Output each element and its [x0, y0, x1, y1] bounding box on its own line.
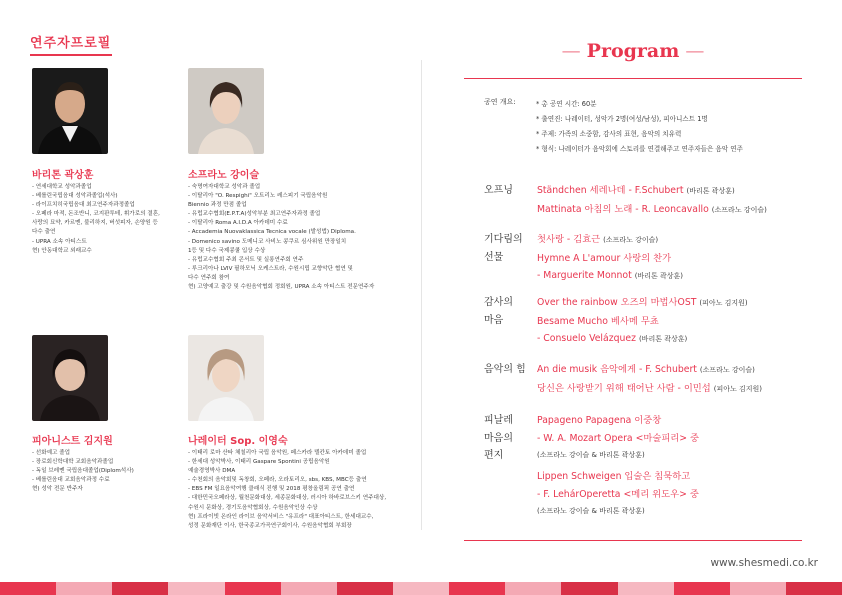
piece-title: Papageno Papagena 이중창	[537, 415, 662, 426]
piece-item	[537, 412, 699, 430]
piece-title: 첫사랑 - 김효근	[537, 234, 601, 245]
piece-performers: (소프라노 강이슬 & 바리톤 곽상훈)	[537, 507, 645, 515]
profile-bio	[32, 183, 160, 256]
section-label-waiting	[484, 231, 523, 266]
profile-name: 바리톤 곽상훈	[32, 170, 94, 181]
piece-item	[537, 380, 762, 399]
section-label-line: 선물	[484, 251, 504, 263]
footer-segment	[674, 582, 730, 595]
bio-line: - 라이프치히국립음대 최고연주자과정졸업	[32, 202, 135, 209]
overview-line: * 총 공연 시간: 60분	[536, 100, 597, 108]
overview-label: 공연 개요:	[484, 98, 516, 106]
title-dash-left: —	[561, 40, 587, 62]
bio-line: - 숙명여자대학교 성악과 졸업	[188, 184, 261, 190]
piece-title: An die musik 음악에게 - F. Schubert	[537, 364, 697, 375]
section-items-finale-2	[537, 468, 699, 521]
bio-line: - 대한민국오페라상, 월천문화대상, 세종문화대상, 러시아 하바로브스키 연주대상,	[188, 495, 387, 502]
section-label-line: 오프닝	[484, 185, 513, 196]
piece-item	[537, 294, 748, 313]
piece-title: Mattinata 아침의 노래 - R. Leoncavallo	[537, 203, 709, 215]
piece-performer: (피아노 김지원)	[699, 299, 748, 307]
footer-segment	[112, 582, 168, 595]
bio-line: - Domenico savino 도메니코 사비노 콩쿠르 심사위원 만장일치	[188, 238, 347, 245]
footer-segment	[730, 582, 786, 595]
piece-title: - W. A. Mozart Opera <마술피리> 중	[537, 432, 700, 444]
piece-performer: (소프라노 강이슬)	[603, 236, 659, 244]
title-dash-right: —	[679, 40, 705, 62]
page-divider	[421, 60, 422, 530]
bio-line: - 이탈리아 Roma A.I.D.A 아카데미 수료	[188, 220, 288, 227]
bio-line: 성정 문화재단 이사, 한국종교가곡연구회이사, 수원음악협회 부회장	[188, 522, 352, 529]
section-label-gratitude	[484, 294, 513, 329]
bio-line: Biennio 과정 만점 졸업	[188, 202, 247, 209]
piece-item	[537, 468, 699, 486]
bio-line: - 오페라 마적, 돈조반니, 코지판투테, 휘가로의 결혼,	[32, 211, 160, 218]
piece-item	[537, 361, 762, 380]
section-items-finale	[537, 412, 699, 465]
bio-line: - 루크리아나 LVIV 필하모닉 오케스트라, 수원시립 교향악단 협연 및	[188, 265, 353, 272]
profile-bio	[188, 449, 386, 531]
piece-item	[537, 430, 699, 448]
piece-title: 당신은 사랑받기 위해 태어난 사람 - 이민섭	[537, 382, 711, 394]
program-title-text: Program	[586, 40, 680, 62]
bio-line: 현) 안동대학교 외래교수	[32, 247, 92, 254]
footer-segment	[225, 582, 281, 595]
bio-line: - 베를린음대 교회음악과정 수료	[32, 477, 110, 484]
footer-segment	[561, 582, 617, 595]
piece-performer: (소프라노 강이슬)	[711, 205, 767, 214]
bio-line: 다수 연주회 참여	[188, 274, 230, 281]
piece-performer: (피아노 김지원)	[713, 384, 762, 393]
piece-item	[537, 231, 683, 250]
bio-line: - 독일 브레멘 국립음대졸업(Diplom석사)	[32, 468, 134, 475]
section-label-line: 편지	[484, 450, 504, 461]
piece-item	[537, 486, 699, 504]
bio-line: - 유럽교수협회 주최 콘서트 및 실롱연주회 연주	[188, 256, 304, 263]
overview-line: * 형식: 나레이터가 음악회에 스토리를 연결해주고 연주자들은 음악 연주	[536, 145, 744, 153]
profile-bio	[188, 183, 374, 292]
piece-item	[537, 201, 767, 220]
piece-title: - Consuelo Velázquez	[537, 333, 636, 344]
footer-segment	[449, 582, 505, 595]
bio-line: - EBS FM 일요음악여행 클래식 진행 및 2018 평창올림픽 공연 출연	[188, 486, 355, 493]
piece-item	[537, 182, 767, 201]
piece-item	[537, 250, 683, 268]
section-label-line: 기다림의	[484, 234, 523, 245]
profile-name: 소프라노 강이슬	[188, 170, 260, 181]
footer-segment	[281, 582, 337, 595]
profile-name: 피아니스트 김지원	[32, 436, 113, 447]
bio-line: - Accademia Nuovaklassica Tecnica vocale (발성법) Diploma.	[188, 229, 356, 236]
piece-title: Besame Mucho 베사메 무쵸	[537, 315, 659, 327]
overview-list	[536, 97, 743, 157]
piece-item	[537, 267, 683, 286]
piece-title: Lippen Schweigen 입술은 침묵하고	[537, 471, 691, 482]
narrator-photo	[188, 335, 264, 421]
profile-section-title: 연주자프로필	[30, 32, 112, 56]
piece-title: Over the rainbow 오즈의 마법사OST	[537, 297, 697, 308]
footer-color-bar	[0, 582, 842, 595]
section-label-opening	[484, 182, 513, 200]
overview-line: * 주제: 가족의 소중함, 감사의 표현, 음악의 치유력	[536, 130, 682, 138]
bio-line: 1등 및 다수 국제콩쿨 입상 수상	[188, 247, 266, 254]
piece-title: - F. LehárOperetta <메리 위도우> 중	[537, 488, 699, 500]
footer-segment	[337, 582, 393, 595]
bio-line: - 유럽교수협회(E.P.T.A)성악부분 최고연주자과정 졸업	[188, 211, 321, 218]
section-items-waiting	[537, 231, 683, 286]
section-items-gratitude	[537, 294, 748, 349]
bio-line: 사랑의 묘약, 카르멘, 불리하지, 버섯피자, 손양원 등	[32, 220, 158, 227]
section-label-finale	[484, 412, 513, 465]
overview-line: * 출연진: 나레이터, 성악가 2명(여성/남성), 피아니스트 1명	[536, 115, 708, 123]
piece-performer: (소프라노 강이슬)	[699, 366, 755, 374]
bio-line: - 선화예고 졸업	[32, 450, 70, 456]
section-label-line: 마음	[484, 314, 504, 326]
footer-segment	[505, 582, 561, 595]
footer-segment	[168, 582, 224, 595]
profile-name: 나레이터 Sop. 이영숙	[188, 436, 288, 447]
bio-line: - 장로회신학대학 교회음악과졸업	[32, 459, 114, 466]
piece-item	[537, 313, 748, 331]
piece-performer: (바리톤 곽상훈)	[638, 335, 688, 343]
program-top-rule	[464, 78, 802, 79]
section-label-line: 감사의	[484, 297, 513, 308]
program-bottom-rule	[464, 540, 802, 541]
section-label-power-of-music	[484, 361, 526, 379]
website-url[interactable]: www.shesmedi.co.kr	[710, 557, 818, 569]
bio-line: 현) 고양예고 출강 및 수원음악협회 정회원, UPRA 소속 아티스트 전문연주자	[188, 284, 375, 291]
section-label-line: 피날레	[484, 415, 513, 426]
bio-line: - 연세대학교 성악과졸업	[32, 184, 92, 190]
bio-line: - 이태리 로마 산타 체칠리아 국립 음악원, 페스카라 델칸토 아카데미 졸업	[188, 450, 367, 456]
pianist-photo	[32, 335, 108, 421]
profile-bio	[32, 449, 134, 494]
piece-performers: (소프라노 강이슬 & 바리톤 곽상훈)	[537, 451, 645, 459]
section-label-line: 음악의 힘	[484, 364, 526, 375]
footer-segment	[393, 582, 449, 595]
footer-segment	[0, 582, 56, 595]
bio-line: - 수천회의 음악회및 독창회, 오페라, 오라토리오, sbs, KBS, MBC등 출연	[188, 477, 367, 484]
footer-segment	[618, 582, 674, 595]
piece-title: Ständchen 세레나데 - F.Schubert	[537, 185, 684, 196]
bio-line: 현) 프라이빗 온라인 라이브 음악서비스 "유프라" 대표아티스트, 한세대교수,	[188, 513, 374, 520]
bio-line: 예술경영박사 DMA	[188, 468, 236, 475]
piece-performer: (바리톤 곽상훈)	[634, 272, 683, 280]
bio-line: 현) 성악 전문 반주자	[32, 486, 83, 493]
bio-line: - 이탈리아 "O. Respighi" 오트리노 레스피기 국립음악원	[188, 193, 328, 200]
piece-title: Hymne A L'amour 사랑의 찬가	[537, 252, 672, 264]
section-label-line: 마음의	[484, 432, 513, 444]
section-items-opening	[537, 182, 767, 219]
baritone-photo	[32, 68, 108, 154]
bio-line: - 베를린국립음대 성악과졸업(석사)	[32, 193, 118, 200]
bio-line: - UPRA 소속 아티스트	[32, 238, 87, 245]
piece-performer: (바리톤 곽상훈)	[686, 187, 735, 195]
soprano-photo	[188, 68, 264, 154]
footer-segment	[56, 582, 112, 595]
piece-item	[537, 330, 748, 349]
footer-segment	[786, 582, 842, 595]
program-title	[464, 40, 802, 62]
section-items-power-of-music	[537, 361, 762, 398]
bio-line: 수원시 문화상, 경기도음악협회상, 수원음악인상 수상	[188, 504, 318, 511]
bio-line: 다수 출연	[32, 229, 56, 236]
bio-line: - 한세대 성악박사, 이태리 Gaspare Spontini 공립음악원	[188, 459, 330, 466]
piece-title: - Marguerite Monnot	[537, 270, 632, 281]
